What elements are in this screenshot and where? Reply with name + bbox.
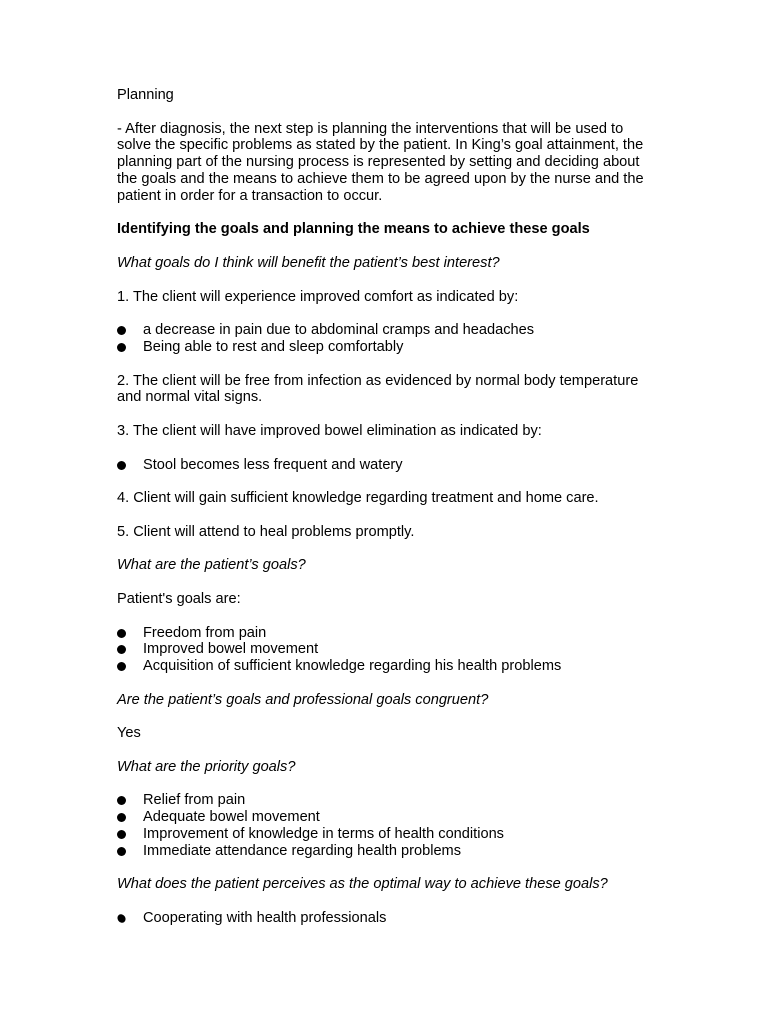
list-item: Stool becomes less frequent and watery <box>117 457 657 474</box>
list-item: Acquisition of sufficient knowledge regarding his health problems <box>117 658 657 675</box>
list-item: Relief from pain <box>117 792 657 809</box>
list-item: Immediate attendance regarding health problems <box>117 843 657 860</box>
bullet-icon <box>117 461 126 470</box>
goal-4: 4. Client will gain sufficient knowledge regarding treatment and home care. <box>117 490 599 507</box>
list-item: Improved bowel movement <box>117 641 657 658</box>
bullet-icon <box>117 830 126 839</box>
priority-goals-list <box>117 792 657 859</box>
question-optimal-way: What does the patient perceives as the optimal way to achieve these goals? <box>117 876 608 893</box>
goal-2: 2. The client will be free from infection as evidenced by normal body temperature and normal vital signs. <box>117 372 639 406</box>
question-patient-goals: What are the patient’s goals? <box>117 557 306 574</box>
optimal-way-list <box>117 910 657 927</box>
bullet-icon <box>117 645 126 654</box>
goal-1: 1. The client will experience improved comfort as indicated by: <box>117 288 519 305</box>
goal-5: 5. Client will attend to heal problems promptly. <box>117 523 415 540</box>
list-item: a decrease in pain due to abdominal cramps and headaches <box>117 322 657 339</box>
patient-goals-list <box>117 625 657 675</box>
bullet-icon <box>116 913 127 925</box>
bullet-icon <box>117 326 126 335</box>
goal-1-list <box>117 322 657 356</box>
question-priority-goals: What are the priority goals? <box>117 758 296 775</box>
list-item: Cooperating with health professionals <box>117 910 657 927</box>
bullet-icon <box>117 796 126 805</box>
section-heading: Planning <box>117 87 174 103</box>
question-goals-benefit: What goals do I think will benefit the patient’s best interest? <box>117 254 500 271</box>
goal-3-list <box>117 457 657 474</box>
bullet-icon <box>117 847 126 856</box>
bullet-icon <box>117 629 126 638</box>
bullet-icon <box>117 662 126 671</box>
document-body <box>117 87 657 944</box>
list-item: Freedom from pain <box>117 625 657 642</box>
question-goals-congruent: Are the patient’s goals and professional goals congruent? <box>117 691 489 708</box>
patient-goals-intro: Patient's goals are: <box>117 590 241 607</box>
goal-3: 3. The client will have improved bowel elimination as indicated by: <box>117 422 542 439</box>
bullet-icon <box>117 813 126 822</box>
list-item: Being able to rest and sleep comfortably <box>117 339 657 356</box>
list-item: Improvement of knowledge in terms of health conditions <box>117 826 657 843</box>
list-item: Adequate bowel movement <box>117 809 657 826</box>
intro-paragraph: - After diagnosis, the next step is planning the interventions that will be used to solve the specific problems as stated by the patient. In King’s goal attainment, the planning part of the nursing process is represented by setting and deciding about the goals and the means to achieve them to be agreed upon by the nurse and the patient in order for a transaction to occur. <box>117 120 644 204</box>
section-title: Identifying the goals and planning the means to achieve these goals <box>117 221 590 238</box>
bullet-icon <box>117 343 126 352</box>
answer-congruent: Yes <box>117 725 141 742</box>
